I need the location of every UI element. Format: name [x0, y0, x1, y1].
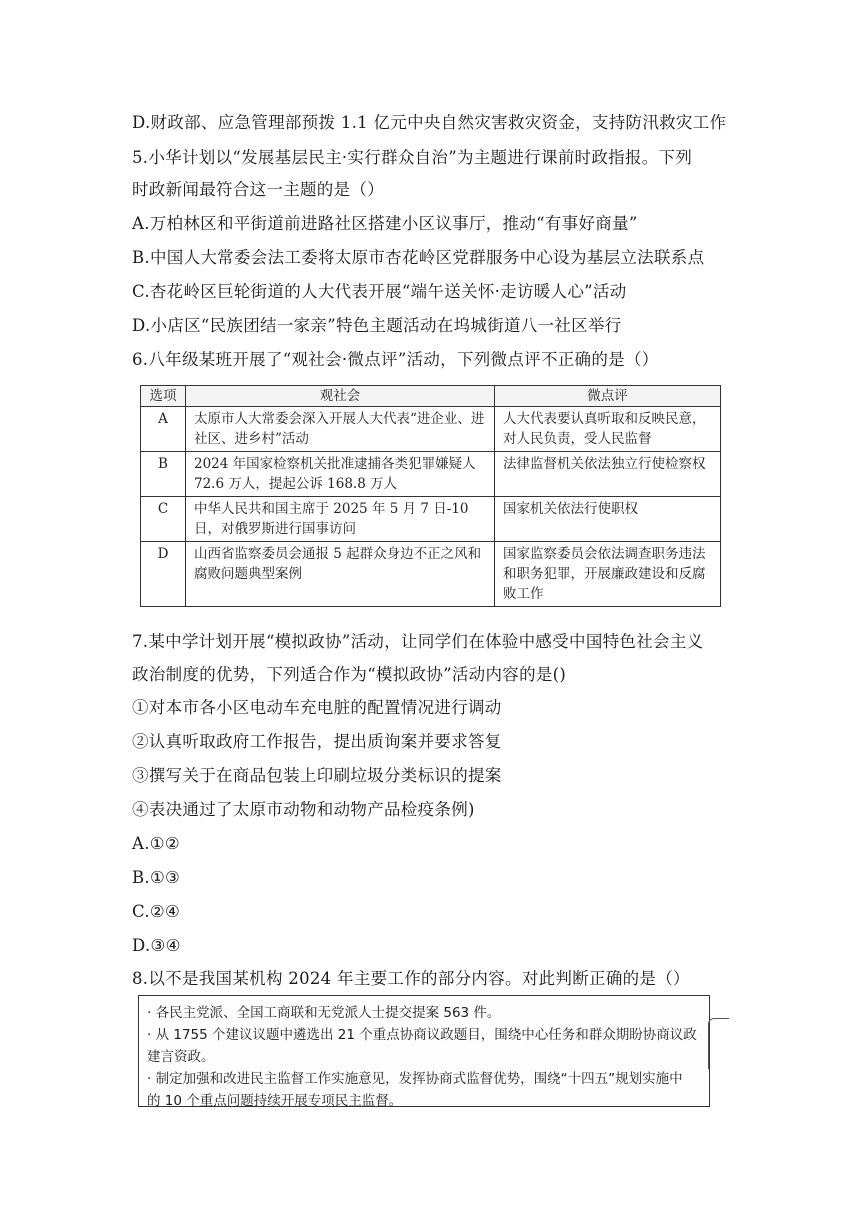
q7-item-1: ①对本市各小区电动车充电脏的配置情况进行调动 — [132, 698, 502, 717]
material-bullet-3: · 制定加强和改进民主监督工作实施意见，发挥协商式监督优势，围绕“十四五”规划实施中 — [147, 1071, 683, 1087]
table-header-observe: 观社会 — [186, 386, 495, 407]
row-observe: 2024 年国家检察机关批准逮捕各类犯罪嫌疑人 72.6 万人，提起公诉 168.8 万人 — [186, 452, 495, 497]
row-option: D — [141, 542, 186, 607]
q7-option-d: D.③④ — [132, 936, 181, 955]
q7-item-4: ④表决通过了太原市动物和动物产品检疫条例) — [132, 800, 475, 819]
q7-stem-line1: 7.某中学计划开展“模拟政协”活动，让同学们在体验中感受中国特色社会主义 — [132, 632, 704, 651]
paper-curl-decoration — [708, 1018, 729, 1069]
material-bullet-2: · 从 1755 个建议议题中遴选出 21 个重点协商议政题目，围绕中心任务和群众期盼协商议政 — [147, 1027, 697, 1043]
row-observe: 中华人民共和国主席于 2025 年 5 月 7 日-10 日，对俄罗斯进行国事访问 — [186, 497, 495, 542]
row-comment: 国家监察委员会依法调查职务违法和职务犯罪，开展廉政建设和反腐败工作 — [495, 542, 721, 607]
table-header-option: 选项 — [141, 386, 186, 407]
q7-stem-line2: 政治制度的优势，下列适合作为“模拟政协”活动内容的是() — [132, 665, 567, 684]
table-row — [141, 452, 721, 497]
q5-option-b: B.中国人大常委会法工委将太原市杏花岭区党群服务中心设为基层立法联系点 — [132, 248, 705, 267]
q5-stem-line1: 5.小华计划以“发展基层民主·实行群众自治”为主题进行课前时政指报。下列 — [132, 148, 693, 167]
q7-item-2: ②认真听取政府工作报告，提出质询案并要求答复 — [132, 732, 502, 751]
table-row — [141, 542, 721, 607]
row-option: C — [141, 497, 186, 542]
q4-option-d: D.财政部、应急管理部预拨 1.1 亿元中央自然灾害救灾资金，支持防汛救灾工作 — [132, 113, 727, 132]
q5-stem-line2: 时政新闻最符合这一主题的是（） — [132, 180, 384, 199]
table-header-comment: 微点评 — [495, 386, 721, 407]
table-header-row — [141, 386, 721, 407]
q6-table — [140, 385, 721, 607]
q6-stem: 6.八年级某班开展了“观社会·微点评”活动，下列微点评不正确的是（） — [132, 350, 659, 369]
table-row — [141, 497, 721, 542]
table-row — [141, 407, 721, 452]
q7-option-b: B.①③ — [132, 868, 181, 887]
row-comment: 人大代表要认真听取和反映民意，对人民负责，受人民监督 — [495, 407, 721, 452]
q5-option-a: A.万柏林区和平街道前进路社区搭建小区议事厅，推动“有事好商量” — [132, 214, 638, 233]
row-comment: 法律监督机关依法独立行使检察权 — [495, 452, 721, 497]
q8-stem: 8.以不是我国某机构 2024 年主要工作的部分内容。对此判断正确的是（） — [132, 969, 690, 988]
q7-option-a: A.①② — [132, 834, 180, 853]
row-observe: 太原市人大常委会深入开展人大代表“进企业、进社区、进乡村”活动 — [186, 407, 495, 452]
q5-option-d: D.小店区“民族团结一家亲”特色主题活动在坞城街道八一社区举行 — [132, 316, 622, 335]
row-observe: 山西省监察委员会通报 5 起群众身边不正之风和腐败问题典型案例 — [186, 542, 495, 607]
material-bullet-2-cont: 建言资政。 — [147, 1049, 215, 1065]
row-comment: 国家机关依法行使职权 — [495, 497, 721, 542]
material-bullet-3-cont: 的 10 个重点问题持续开展专项民主监督。 — [147, 1093, 403, 1109]
q8-material-box — [138, 995, 710, 1107]
q7-option-c: C.②④ — [132, 902, 181, 921]
q5-option-c: C.杏花岭区巨轮街道的人大代表开展“端午送关怀·走访暖人心”活动 — [132, 282, 627, 301]
q7-item-3: ③撰写关于在商品包装上印刷垃圾分类标识的提案 — [132, 766, 502, 785]
row-option: B — [141, 452, 186, 497]
material-bullet-1: · 各民主党派、全国工商联和无党派人士提交提案 563 件。 — [147, 1005, 501, 1021]
row-option: A — [141, 407, 186, 452]
